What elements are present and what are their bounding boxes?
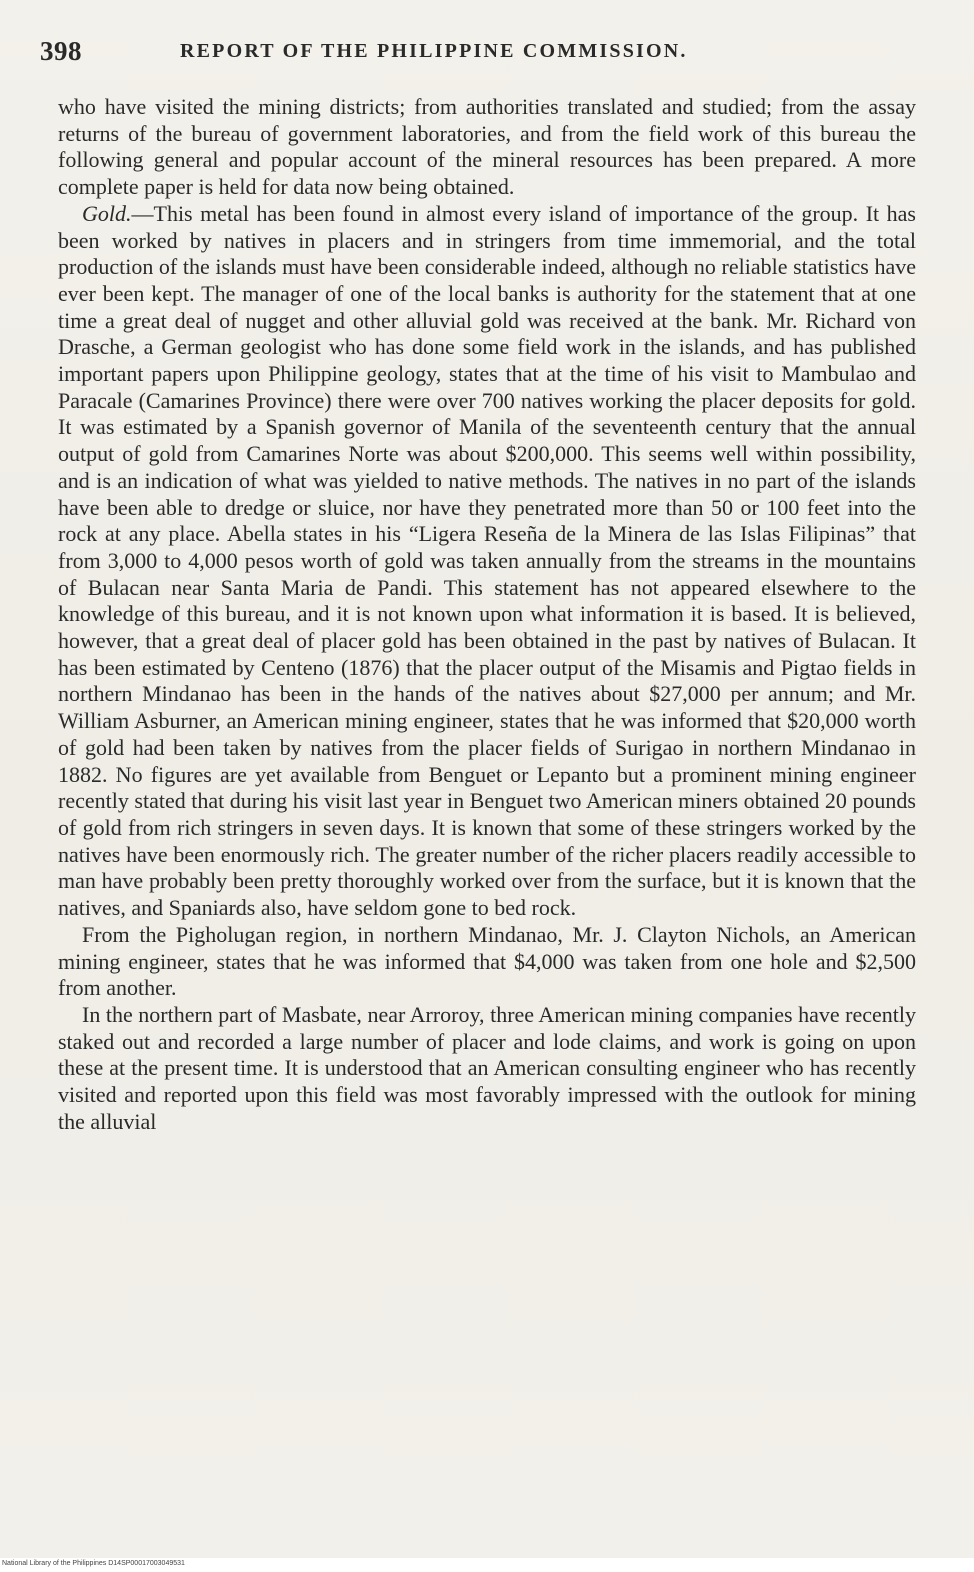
running-title: REPORT OF THE PHILIPPINE COMMISSION.: [180, 40, 688, 62]
body-text: [58, 94, 916, 1135]
page-number: 398: [40, 36, 82, 66]
paragraph-gold: [58, 201, 916, 922]
paragraph-text: In the northern part of Masbate, near Arroroy, three American mining companies have recently staked out and recorded a large number of placer and lode claims, and work is going on upon these at the present time. It is understood that an American consulting engineer who has recently visited and reported upon this field was most favorably impressed with the outlook for mining the alluvial: [58, 1001, 916, 1134]
paragraph-text: From the Pigholugan region, in northern Mindanao, Mr. J. Clayton Nichols, an American mining engineer, states that he was informed that $4,000 was taken from one hole and $2,500 from another.: [58, 921, 916, 1001]
paragraph-pigholugan: [58, 922, 916, 1002]
paragraph-text: who have visited the mining districts; from authorities translated and studied; from the assay returns of the bureau of government laboratories, and from the field work of this bureau the following general and popular account of the mineral resources has been prepared. A more complete paper is held for data now being obtained.: [58, 94, 916, 200]
section-lead-gold: Gold.: [82, 200, 132, 226]
paragraph-continuation: [58, 94, 916, 201]
source-line: National Library of the Philippines D14SP00017003049531: [2, 1560, 185, 1567]
page-header: [40, 36, 920, 76]
paragraph-masbate: [58, 1002, 916, 1136]
footer-strip: [0, 1558, 974, 1572]
paragraph-text: —This metal has been found in almost every island of importance of the group. It has been worked by natives in placers and in stringers from time immemorial, and the total production of the islands must have been considerable indeed, although no reliable statistics have ever been kept. The manager of one of the local banks is authority for the statement that at one time a great deal of nugget and other alluvial gold was received at the bank. Mr. Richard von Drasche, a German geologist who has done some field work in the islands, and has published important papers upon Philippine geology, states that at the time of his visit to Mambulao and Paracale (Camarines Province) there were over 700 natives working the placer deposits for gold. It was estimated by a Spanish governor of Manila of the seventeenth century that the annual output of gold from Camarines Norte was about $200,000. This seems well within possibility, and is an indication of what was yielded to native methods. The natives in no part of the islands have been able to dredge or sluice, nor have they penetrated more than 50 or 100 feet into the rock at any place. Abella states in his “Ligera Reseña de la Minera de las Islas Filipinas” that from 3,000 to 4,000 pesos worth of gold was taken annually from the streams in the mountains of Bulacan near Santa Maria de Pandi. This statement has not appeared elsewhere to the knowledge of this bureau, and it is not known upon what information it is based. It is believed, however, that a great deal of placer gold has been obtained in the past by natives of Bulacan. It has been estimated by Centeno (1876) that the placer output of the Misamis and Pigtao fields in northern Mindanao has been in the hands of the natives about $27,000 per annum; and Mr. William Asburner, an American mining engineer, states that he was informed that $20,000 worth of gold had been taken by natives from the placer fields of Surigao in northern Mindanao in 1882. No figures are yet available from Benguet or Lepanto but a prominent mining engineer recently stated that during his visit last year in Benguet two American miners obtained 20 pounds of gold from rich stringers in seven days. It is known that some of these stringers worked by the natives have been enormously rich. The greater number of the richer placers readily accessible to man have probably been pretty thoroughly worked over from the surface, but it is known that the natives, and Spaniards also, have seldom gone to bed rock.: [58, 200, 916, 921]
